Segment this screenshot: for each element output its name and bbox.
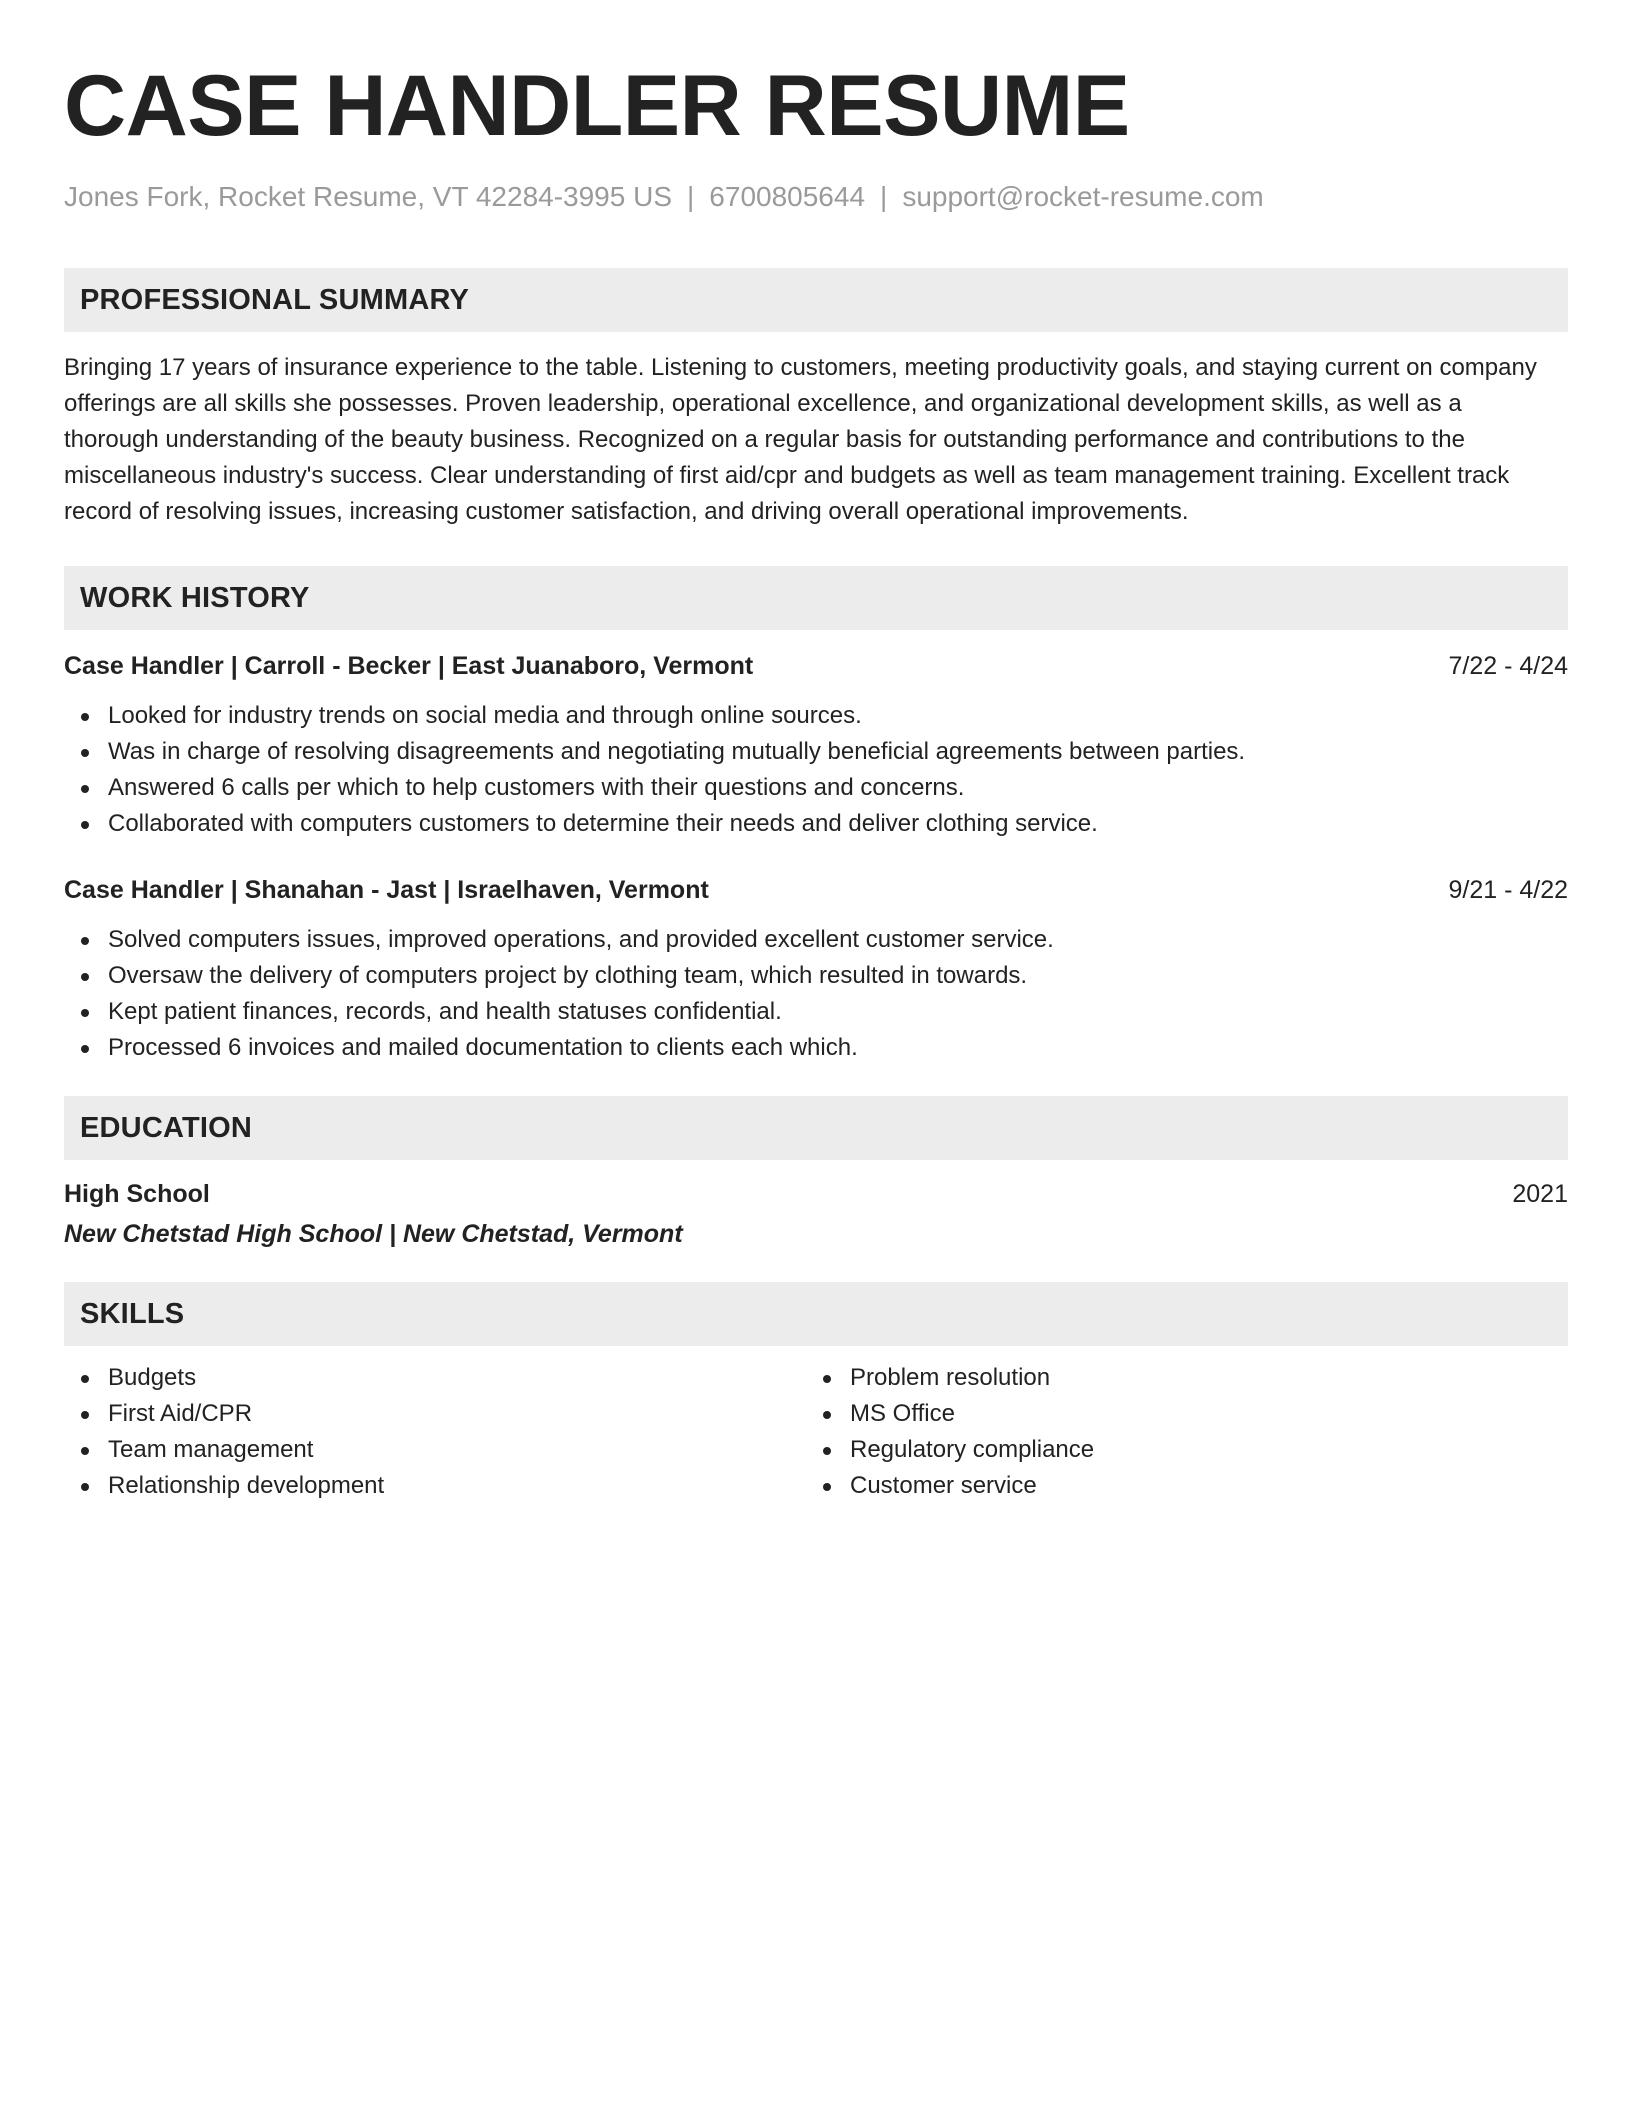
job-entry	[64, 872, 1568, 1066]
summary-text: Bringing 17 years of insurance experience to the table. Listening to customers, meeting productivity goals, and staying current on company offerings are all skills she possesses. Proven leadership, operational excellence, and organizational development skills, as well as a thorough understanding of the beauty business. Recognized on a regular basis for outstanding performance and contributions to the miscellaneous industry's success. Clear understanding of first aid/cpr and budgets as well as team management training. Excellent track record of resolving issues, increasing customer satisfaction, and driving overall operational improvements.	[64, 354, 1537, 525]
resume-title: CASE HANDLER RESUME	[64, 58, 1130, 154]
job-bullets	[64, 922, 1568, 1066]
skills-grid	[64, 1360, 1568, 1504]
skills-column-right	[806, 1360, 1548, 1504]
education-header	[64, 1176, 1568, 1212]
resume-page	[64, 56, 1568, 1504]
job-bullet: Answered 6 calls per which to help customers with their questions and concerns.	[64, 770, 1568, 806]
skill-item: Budgets	[64, 1360, 806, 1396]
education-year: 2021	[1512, 1180, 1568, 1208]
job-bullet: Was in charge of resolving disagreements and negotiating mutually beneficial agreements between parties.	[64, 734, 1568, 770]
skill-item: First Aid/CPR	[64, 1396, 806, 1432]
contact-email: support@rocket-resume.com	[902, 181, 1264, 212]
job-bullet: Looked for industry trends on social media and through online sources.	[64, 698, 1568, 734]
job-header	[64, 648, 1568, 684]
contact-separator: |	[880, 181, 888, 212]
job-bullet: Kept patient finances, records, and health statuses confidential.	[64, 994, 1568, 1030]
job-bullet: Solved computers issues, improved operations, and provided excellent customer service.	[64, 922, 1568, 958]
contact-phone: 6700805644	[709, 181, 866, 212]
job-title: Case Handler | Shanahan - Jast | Israelhaven, Vermont	[64, 876, 709, 904]
job-title: Case Handler | Carroll - Becker | East Juanaboro, Vermont	[64, 652, 754, 680]
skill-item: Regulatory compliance	[806, 1432, 1548, 1468]
skills-column-left	[64, 1360, 806, 1504]
education-school: New Chetstad High School | New Chetstad, Vermont	[64, 1220, 683, 1248]
skill-item: MS Office	[806, 1396, 1548, 1432]
skill-item: Relationship development	[64, 1468, 806, 1504]
job-bullet: Oversaw the delivery of computers project by clothing team, which resulted in towards.	[64, 958, 1568, 994]
job-bullet: Collaborated with computers customers to determine their needs and deliver clothing service.	[64, 806, 1568, 842]
section-header-work-history: WORK HISTORY	[64, 566, 1568, 630]
skill-item: Problem resolution	[806, 1360, 1548, 1396]
job-bullets	[64, 698, 1568, 842]
job-entry	[64, 648, 1568, 842]
education-degree: High School	[64, 1180, 210, 1208]
contact-line	[64, 178, 1568, 216]
section-header-summary: PROFESSIONAL SUMMARY	[64, 268, 1568, 332]
job-dates: 7/22 - 4/24	[1448, 652, 1568, 680]
job-dates: 9/21 - 4/22	[1448, 876, 1568, 904]
section-header-education: EDUCATION	[64, 1096, 1568, 1160]
contact-address: Jones Fork, Rocket Resume, VT 42284-3995 US	[64, 181, 673, 212]
job-bullet: Processed 6 invoices and mailed documentation to clients each which.	[64, 1030, 1568, 1066]
education-entry	[64, 1176, 1568, 1252]
skill-item: Customer service	[806, 1468, 1548, 1504]
job-header	[64, 872, 1568, 908]
section-header-skills: SKILLS	[64, 1282, 1568, 1346]
skill-item: Team management	[64, 1432, 806, 1468]
contact-separator: |	[687, 181, 695, 212]
